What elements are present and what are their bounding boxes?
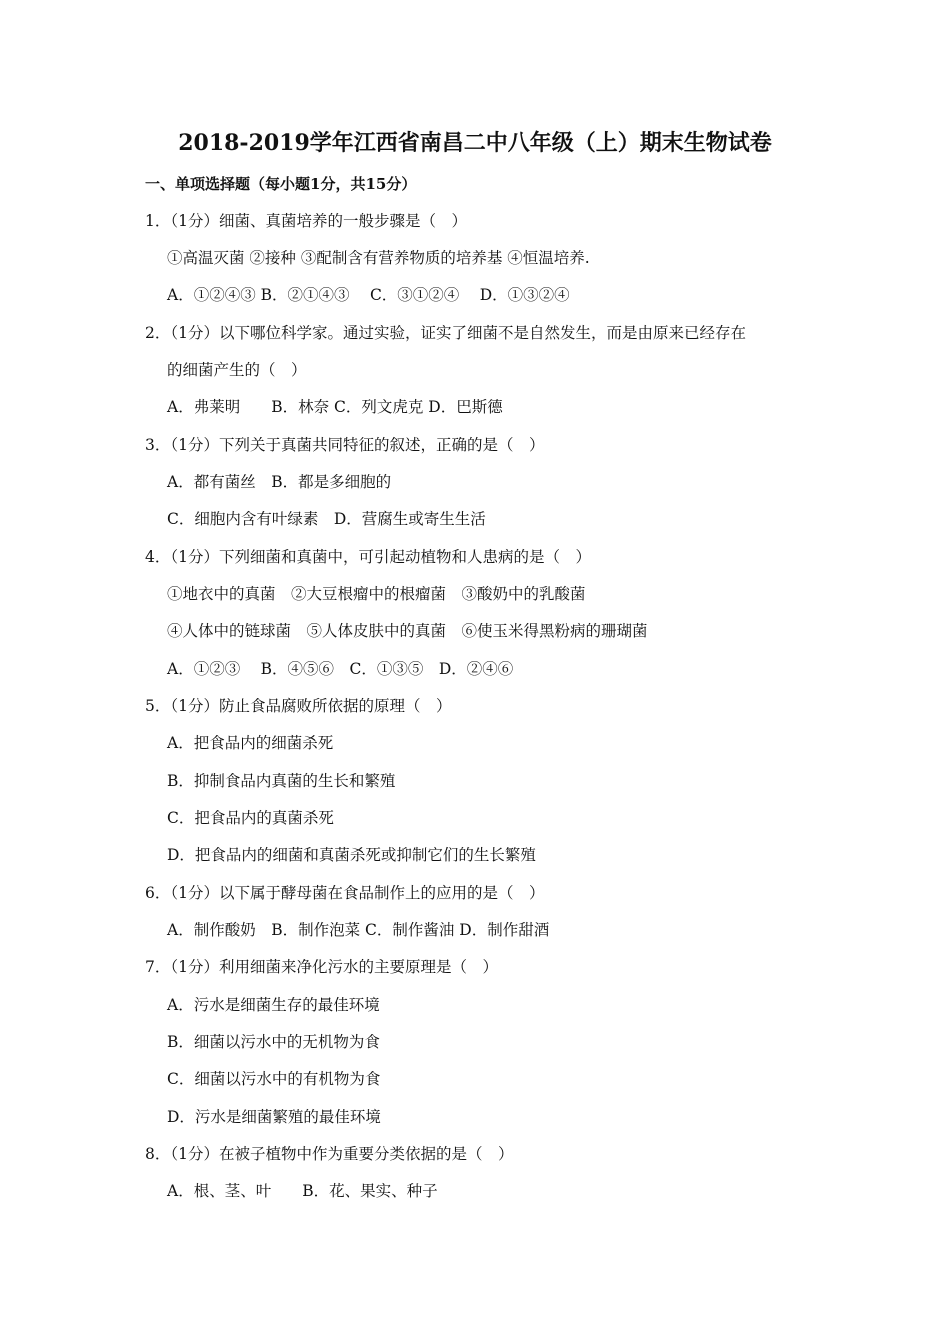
question-2-stem-cont: 的细菌产生的（ ）	[167, 361, 307, 379]
question-4-options: A．①②③ B．④⑤⑥ C．①③⑤ D．②④⑥	[167, 660, 514, 678]
question-7-option-c: C．细菌以污水中的有机物为食	[167, 1070, 381, 1088]
question-4-items-2: ④人体中的链球菌 ⑤人体皮肤中的真菌 ⑥使玉米得黑粉病的珊瑚菌	[167, 622, 648, 640]
section-heading: 一、单项选择题（每小题1分，共15分）	[145, 175, 417, 193]
question-7-option-a: A．污水是细菌生存的最佳环境	[167, 996, 380, 1014]
question-5-option-b: B．抑制食品内真菌的生长和繁殖	[167, 772, 396, 790]
question-4-items-1: ①地衣中的真菌 ②大豆根瘤中的根瘤菌 ③酸奶中的乳酸菌	[167, 585, 586, 603]
question-7-option-b: B．细菌以污水中的无机物为食	[167, 1033, 380, 1051]
question-1-items: ①高温灭菌 ②接种 ③配制含有营养物质的培养基 ④恒温培养.	[167, 249, 590, 267]
question-1-options: A．①②④③ B．②①④③ C．③①②④ D．①③②④	[167, 286, 570, 304]
question-2-stem: 2．（1分）以下哪位科学家。通过实验，证实了细菌不是自然发生，而是由原来已经存在	[145, 324, 746, 342]
question-8-options: A．根、茎、叶 B．花、果实、种子	[167, 1182, 438, 1200]
question-7-stem: 7．（1分）利用细菌来净化污水的主要原理是（ ）	[145, 958, 498, 976]
question-3-stem: 3．（1分）下列关于真菌共同特征的叙述，正确的是（ ）	[145, 436, 545, 454]
question-5-option-c: C．把食品内的真菌杀死	[167, 809, 334, 827]
question-7-option-d: D．污水是细菌繁殖的最佳环境	[167, 1108, 381, 1126]
question-5-option-a: A．把食品内的细菌杀死	[167, 734, 334, 752]
question-1-stem: 1．（1分）细菌、真菌培养的一般步骤是（ ）	[145, 212, 467, 230]
question-6-options: A．制作酸奶 B．制作泡菜 C．制作酱油 D．制作甜酒	[167, 921, 550, 939]
question-3-options-ab: A．都有菌丝 B．都是多细胞的	[167, 473, 392, 491]
question-3-options-cd: C．细胞内含有叶绿素 D．营腐生或寄生生活	[167, 510, 486, 528]
question-2-options: A．弗莱明 B．林奈 C．列文虎克 D．巴斯德	[167, 398, 503, 416]
question-4-stem: 4．（1分）下列细菌和真菌中，可引起动植物和人患病的是（ ）	[145, 548, 591, 566]
question-6-stem: 6．（1分）以下属于酵母菌在食品制作上的应用的是（ ）	[145, 884, 545, 902]
page-title: 2018-2019学年江西省南昌二中八年级（上）期末生物试卷	[178, 130, 772, 156]
question-8-stem: 8．（1分）在被子植物中作为重要分类依据的是（ ）	[145, 1145, 514, 1163]
question-5-stem: 5．（1分）防止食品腐败所依据的原理（ ）	[145, 697, 452, 715]
question-5-option-d: D．把食品内的细菌和真菌杀死或抑制它们的生长繁殖	[167, 846, 536, 864]
